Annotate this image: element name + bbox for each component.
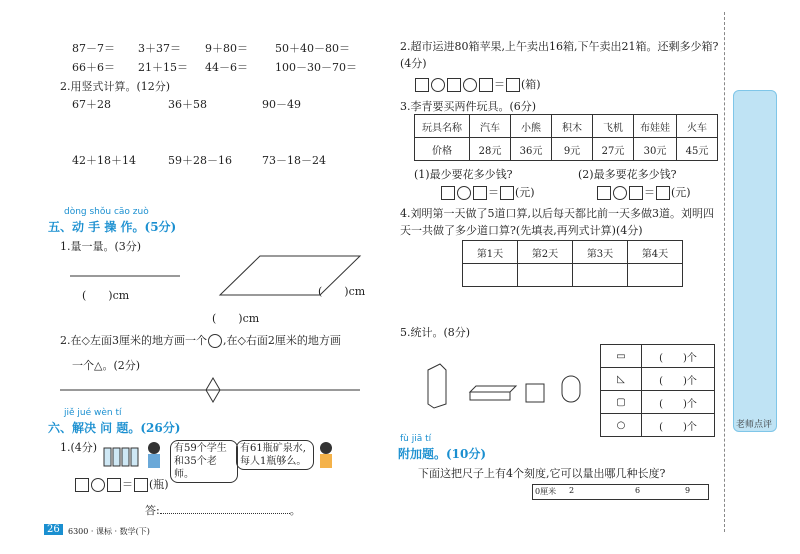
answer-blank: ( )cm — [212, 312, 260, 325]
calc-item: 87－7＝ — [72, 42, 115, 55]
question: 2.超市运进80箱苹果,上午卖出16箱,下午卖出21箱。还剩多少箱?(4分) — [400, 40, 719, 70]
vertical-calc: 42＋18＋14 — [72, 154, 136, 167]
count-table: ▭ ( )个 ◺ ( )个 ▢ ( )个 ○ ( )个 — [600, 344, 715, 437]
calc-item: 3＋37＝ — [138, 42, 181, 55]
question: 1.量一量。(3分) — [60, 240, 142, 253]
footer: 6300 · 课标 · 数学(下) — [68, 527, 150, 536]
section-title: 六、解决 问 题。(26分) — [48, 421, 181, 435]
child-icon — [312, 440, 340, 472]
equation-blanks: ＝ (瓶) — [74, 476, 169, 492]
vertical-calc: 36＋58 — [168, 98, 207, 111]
question: 1.(4分) — [60, 441, 98, 454]
solids-figure — [420, 360, 590, 410]
toy-price-table: 玩具名称 汽车 小熊 积木 飞机 布娃娃 火车 价格 28元 36元 9元 27元 30元 45元 — [414, 114, 718, 161]
sub-question: (1)最少要花多少钱? — [414, 168, 513, 181]
question-draw: 2.在◇左面3厘米的地方画一个 ,在◇右面2厘米的地方画 — [60, 334, 341, 347]
section-pinyin: dòng shǒu cāo zuò — [64, 207, 149, 217]
equation-blanks: ＝ (元) — [596, 184, 691, 200]
teacher-icon — [142, 440, 166, 470]
section-title: 附加题。(10分) — [398, 447, 487, 461]
days-table: 第1天 第2天 第3天 第4天 — [462, 240, 683, 287]
draw-line — [60, 376, 360, 406]
calc-row-1 — [72, 40, 115, 56]
vertical-calc: 90－49 — [262, 98, 301, 111]
section-pinyin: fù jiā tí — [400, 434, 432, 444]
calc-item: 100－30－70＝ — [275, 61, 357, 74]
section-pinyin: jiě jué wèn tí — [64, 408, 122, 418]
calc-item: 66＋6＝ — [72, 61, 115, 74]
answer-line: 答: 。 — [145, 504, 301, 517]
answer-blank: ( )cm — [318, 285, 366, 298]
ruler: 0厘米 2 6 9 — [532, 484, 709, 500]
calc-item: 44－6＝ — [205, 61, 248, 74]
question-draw-2: 一个△。(2分) — [72, 359, 141, 372]
question: 4.刘明第一天做了5道口算,以后每天都比前一天多做3道。刘明四天一共做了多少道口算?(先填表,再列式计算)(4分) — [400, 207, 714, 237]
question: 3.李青要买两件玩具。(6分) — [400, 100, 537, 113]
answer-blank: ( )cm — [82, 289, 130, 302]
calc-item: 50＋40－80＝ — [275, 42, 350, 55]
panel-label: 老师点评 — [736, 420, 773, 430]
question: 下面这把尺子上有4个刻度,它可以量出哪几种长度? — [418, 467, 666, 480]
fold-line — [724, 12, 725, 532]
vertical-calc: 73－18－24 — [262, 154, 326, 167]
question: 5.统计。(8分) — [400, 326, 471, 339]
equation-blanks: ＝ (元) — [440, 184, 535, 200]
bottles-icon — [102, 442, 142, 468]
section-title: 五、动 手 操 作。(5分) — [48, 220, 177, 234]
equation-blanks: ＝ (箱) — [414, 76, 541, 92]
speech-bubble: 有59个学生和35个老师。 — [170, 440, 238, 483]
question-2: 2.用竖式计算。(12分) — [60, 80, 171, 93]
vertical-calc: 59＋28－16 — [168, 154, 232, 167]
sub-question: (2)最多要花多少钱? — [578, 168, 677, 181]
page-number: 26 — [44, 524, 63, 535]
speech-bubble: 有61瓶矿泉水,每人1瓶够么。 — [236, 440, 314, 470]
calc-item: 9＋80＝ — [205, 42, 248, 55]
teacher-comment-panel — [733, 90, 777, 432]
vertical-calc: 67＋28 — [72, 98, 111, 111]
calc-item: 21＋15＝ — [138, 61, 188, 74]
